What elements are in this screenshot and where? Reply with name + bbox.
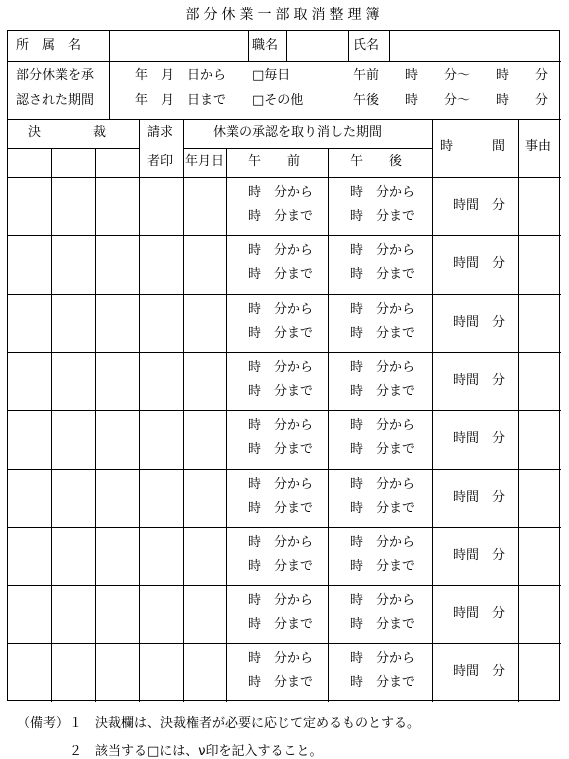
- period-to: 年 月 日まで: [135, 93, 227, 108]
- duration: 時間 分: [453, 664, 506, 680]
- period-label-line1: 部分休業を承: [16, 68, 95, 83]
- period-label-line2: 認された期間: [16, 93, 95, 108]
- row-divider: [8, 352, 561, 353]
- pm-time: 午後 時 分～ 時 分: [353, 93, 549, 108]
- pm-until: 時 分まで: [350, 325, 416, 341]
- am-until: 時 分まで: [248, 558, 314, 574]
- pm-until: 時 分まで: [350, 209, 416, 224]
- divider: [109, 31, 110, 119]
- pm-until: 時 分まで: [350, 558, 416, 574]
- divider: [286, 31, 287, 61]
- am-until: 時 分まで: [248, 267, 314, 283]
- pm-until: 時 分まで: [350, 617, 416, 633]
- am-from: 時 分から: [248, 359, 314, 375]
- row-divider: [8, 294, 561, 295]
- divider: [8, 148, 139, 149]
- divider: [8, 61, 561, 62]
- row-divider: [8, 177, 561, 178]
- am-until: 時 分まで: [248, 617, 314, 633]
- requester-header-line1: 請求: [147, 125, 174, 140]
- note-line-1: （備考）１ 決裁欄は、決裁権者が必要に応じて定めるものとする。: [17, 716, 421, 731]
- row-divider: [8, 235, 561, 236]
- pm-from: 時 分から: [350, 651, 416, 667]
- duration: 時間 分: [453, 256, 506, 272]
- duration: 時間 分: [453, 314, 506, 330]
- reason-header: 事由: [525, 139, 552, 154]
- duration: 時間 分: [453, 372, 506, 388]
- divider: [95, 148, 96, 702]
- note-line-2: ２ 該当する□には、ν印を記入すること。: [69, 744, 323, 759]
- affiliation-label: 所 属 名: [16, 38, 82, 53]
- pm-from: 時 分から: [350, 359, 416, 375]
- divider: [8, 119, 561, 120]
- ledger-form: [7, 30, 560, 701]
- pm-until: 時 分まで: [350, 267, 416, 283]
- duration: 時間 分: [453, 606, 506, 622]
- pm-from: 時 分から: [350, 476, 416, 492]
- divider: [389, 31, 390, 61]
- name-label: 氏名: [353, 38, 380, 53]
- duration: 時間 分: [453, 547, 506, 563]
- am-from: 時 分から: [248, 534, 314, 550]
- pm-from: 時 分から: [350, 534, 416, 550]
- requester-header-line2: 者印: [147, 154, 174, 169]
- am-from: 時 分から: [248, 243, 314, 259]
- am-from: 時 分から: [248, 476, 314, 492]
- am-until: 時 分まで: [248, 383, 314, 399]
- pm-until: 時 分まで: [350, 442, 416, 458]
- hours-header: 時 間: [440, 139, 506, 154]
- divider: [51, 148, 52, 702]
- position-label: 職名: [252, 38, 279, 53]
- pm-from: 時 分から: [350, 418, 416, 434]
- pm-header: 午 後: [350, 154, 403, 169]
- duration: 時間 分: [453, 489, 506, 505]
- divider: [183, 148, 432, 149]
- divider: [226, 148, 227, 702]
- am-until: 時 分まで: [248, 675, 314, 691]
- date-header: 年月日: [185, 154, 225, 169]
- row-divider: [8, 469, 561, 470]
- row-divider: [8, 585, 561, 586]
- am-from: 時 分から: [248, 301, 314, 317]
- am-until: 時 分まで: [248, 442, 314, 458]
- am-header: 午 前: [248, 154, 301, 169]
- am-until: 時 分まで: [248, 209, 314, 224]
- am-from: 時 分から: [248, 593, 314, 609]
- decision-header: 決 裁: [28, 125, 107, 140]
- am-time: 午前 時 分～ 時 分: [353, 68, 549, 83]
- pm-from: 時 分から: [350, 185, 416, 200]
- divider: [328, 148, 329, 702]
- pm-until: 時 分まで: [350, 500, 416, 516]
- pm-from: 時 分から: [350, 593, 416, 609]
- am-until: 時 分まで: [248, 500, 314, 516]
- pm-from: 時 分から: [350, 301, 416, 317]
- row-divider: [8, 527, 561, 528]
- row-divider: [8, 410, 561, 411]
- period-from: 年 月 日から: [135, 68, 227, 83]
- am-from: 時 分から: [248, 185, 314, 200]
- row-divider: [8, 643, 561, 644]
- cancel-period-header: 休業の承認を取り消した期間: [213, 125, 383, 140]
- am-from: 時 分から: [248, 651, 314, 667]
- option-daily-checkbox[interactable]: □毎日: [252, 68, 291, 83]
- pm-until: 時 分まで: [350, 383, 416, 399]
- divider: [348, 31, 349, 61]
- option-other-checkbox[interactable]: □その他: [252, 93, 304, 108]
- page-title: 部分休業一部取消整理簿: [185, 7, 384, 23]
- divider: [248, 31, 249, 61]
- am-from: 時 分から: [248, 418, 314, 434]
- duration: 時間 分: [453, 198, 506, 213]
- pm-from: 時 分から: [350, 243, 416, 259]
- am-until: 時 分まで: [248, 325, 314, 341]
- duration: 時間 分: [453, 431, 506, 447]
- pm-until: 時 分まで: [350, 675, 416, 691]
